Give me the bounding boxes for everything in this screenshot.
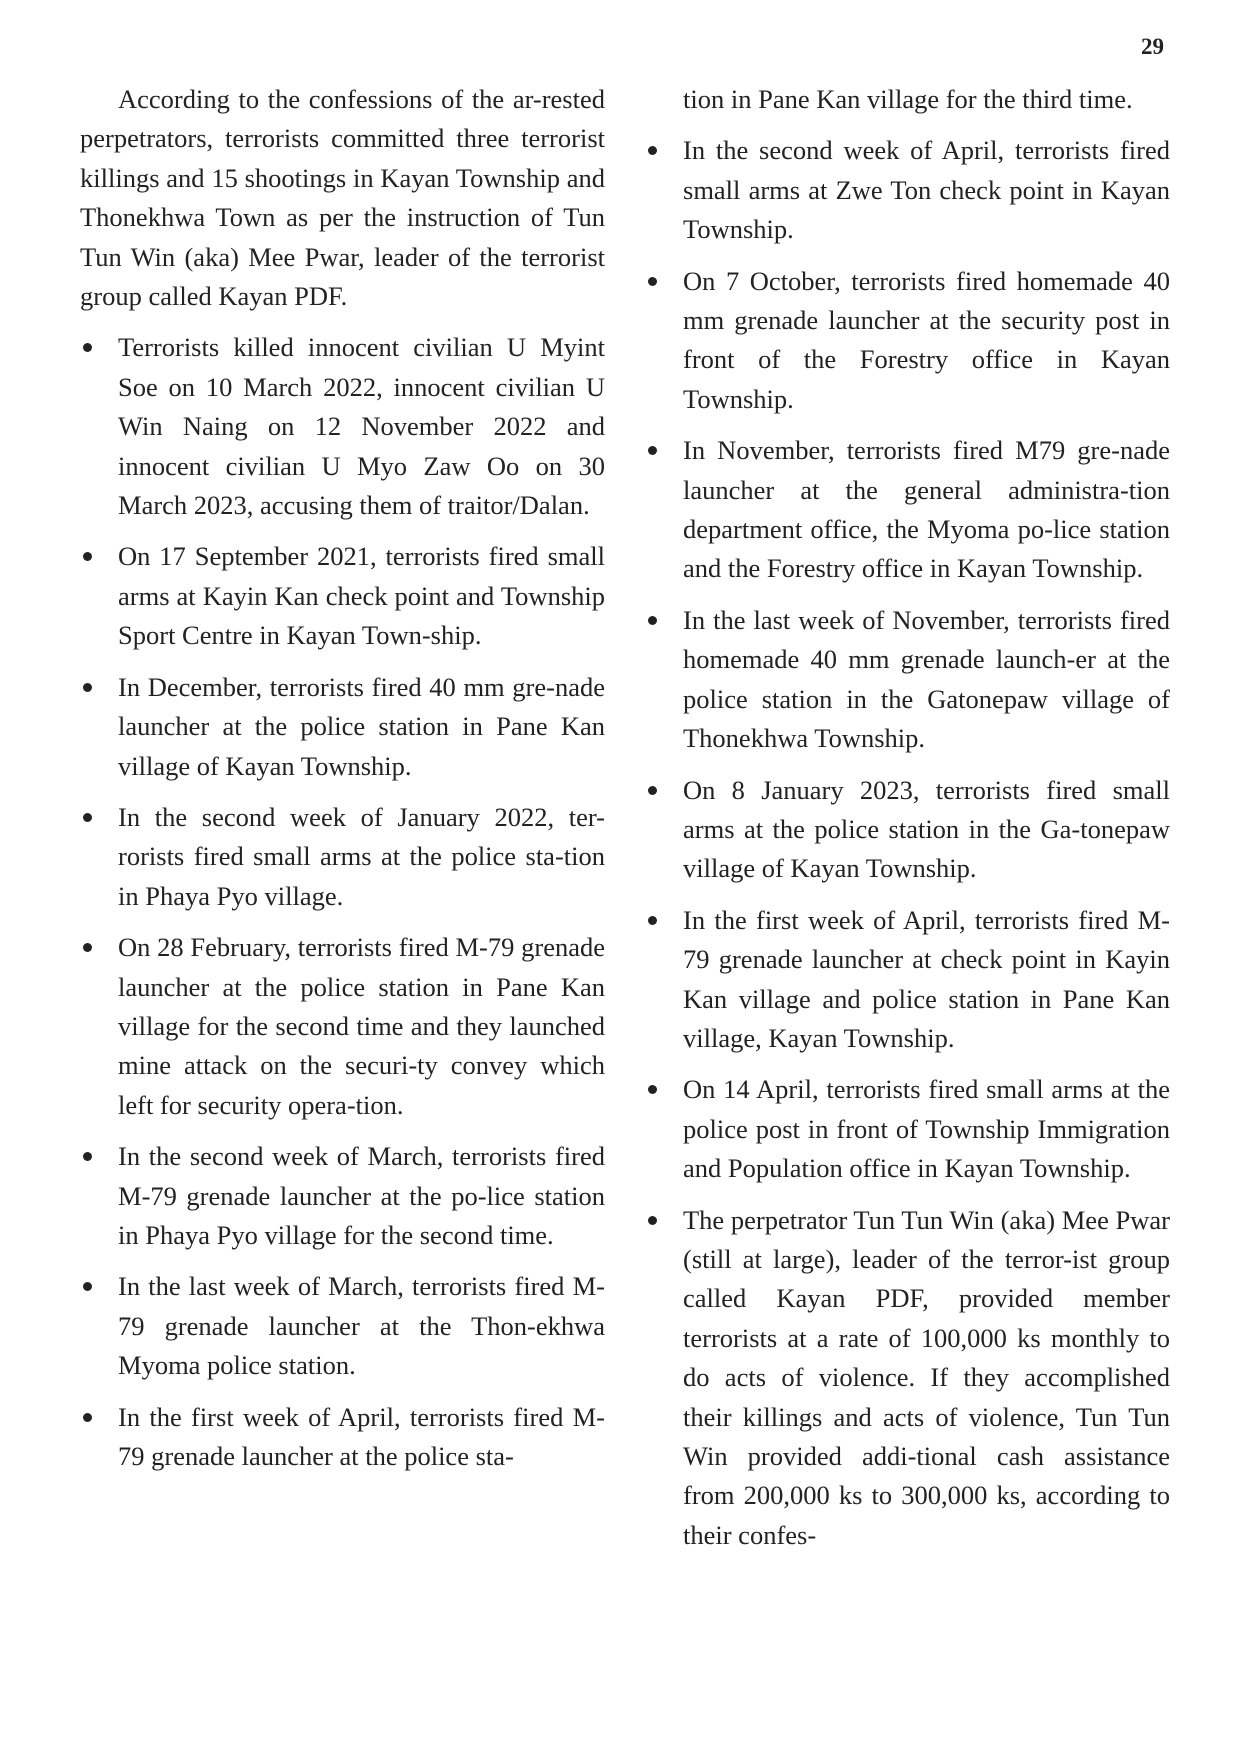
list-item-text: In the last week of November, terrorists fired homemade 40 mm grenade launch-er at the police station in the Gatonepaw village of Thonekhwa Township. [683, 604, 1170, 754]
list-item-text: In the last week of March, terrorists fired M-79 grenade launcher at the Thon-ekhwa Myoma police station. [118, 1271, 605, 1381]
list-item-text: On 17 September 2021, terrorists fired small arms at Kayin Kan check point and Township Sport Centre in Kayan Town-ship. [118, 541, 605, 651]
list-item [645, 901, 1170, 1059]
right-bullet-list [645, 131, 1170, 1555]
right-column [645, 80, 1170, 1567]
left-column [80, 80, 605, 1488]
list-item [645, 1201, 1170, 1556]
list-item [80, 1137, 605, 1255]
list-item-text: On 28 February, terrorists fired M-79 grenade launcher at the police station in Pane Kan village for the second time and they launched mine attack on the securi-ty convey which left for security opera-tion. [118, 932, 605, 1120]
list-item [645, 771, 1170, 889]
list-item [80, 1267, 605, 1385]
list-item-text: In December, terrorists fired 40 mm gre-nade launcher at the police station in Pane Kan village of Kayan Township. [118, 671, 605, 781]
list-item-text: In November, terrorists fired M79 gre-nade launcher at the general administra-tion department office, the Myoma po-lice station and the Forestry office in Kayan Township. [683, 435, 1170, 584]
list-item [80, 1398, 605, 1477]
list-item [645, 1070, 1170, 1188]
list-item [645, 262, 1170, 420]
list-item [80, 928, 605, 1125]
list-item-text: In the second week of January 2022, ter-rorists fired small arms at the police sta-tion in Phaya Pyo village. [118, 801, 605, 911]
list-item-text: The perpetrator Tun Tun Win (aka) Mee Pwar (still at large), leader of the terror-ist group called Kayan PDF, provided member terrorists at a rate of 100,000 ks monthly to do acts of violence. If they accomplished their killings and acts of violence, Tun Tun Win provided addi-tional cash assistance from 200,000 ks to 300,000 ks, according to their confes- [683, 1204, 1170, 1550]
list-item-text: In the first week of April, terrorists fired M-79 grenade launcher at the police sta- [118, 1401, 605, 1471]
continued-paragraph: tion in Pane Kan village for the third time. [683, 84, 1133, 114]
left-bullet-list [80, 328, 605, 1476]
list-item [645, 601, 1170, 759]
intro-paragraph: According to the confessions of the ar-rested perpetrators, terrorists committed three terrorist killings and 15 shootings in Kayan Township and Thonekhwa Town as per the instruction of Tun Tun Win (aka) Mee Pwar, leader of the terrorist group called Kayan PDF. [80, 84, 605, 312]
list-item-text: On 14 April, terrorists fired small arms at the police post in front of Township Immigration and Population office in Kayan Township. [683, 1074, 1170, 1184]
list-item [80, 668, 605, 786]
page-number: 29 [1141, 34, 1164, 59]
list-item-text: In the second week of April, terrorists fired small arms at Zwe Ton check point in Kayan Township. [683, 135, 1170, 245]
list-item [80, 328, 605, 525]
list-item-text: In the first week of April, terrorists fired M-79 grenade launcher at check point in Kayin Kan village and police station in Pane Kan village, Kayan Township. [683, 904, 1170, 1053]
list-item-text: Terrorists killed innocent civilian U Myint Soe on 10 March 2022, innocent civilian U Win Naing on 12 November 2022 and innocent civilian U Myo Zaw Oo on 30 March 2023, accusing them of traitor/Dalan. [118, 332, 605, 521]
list-item [80, 537, 605, 655]
list-item [645, 431, 1170, 589]
list-item-text: In the second week of March, terrorists fired M-79 grenade launcher at the po-lice station in Phaya Pyo village for the second time. [118, 1141, 605, 1250]
list-item-text: On 8 January 2023, terrorists fired small arms at the police station in the Ga-tonepaw village of Kayan Township. [683, 774, 1170, 884]
list-item [80, 798, 605, 916]
list-item-text: On 7 October, terrorists fired homemade 40 mm grenade launcher at the security post in front of the Forestry office in Kayan Township. [683, 265, 1170, 414]
list-item [645, 131, 1170, 249]
